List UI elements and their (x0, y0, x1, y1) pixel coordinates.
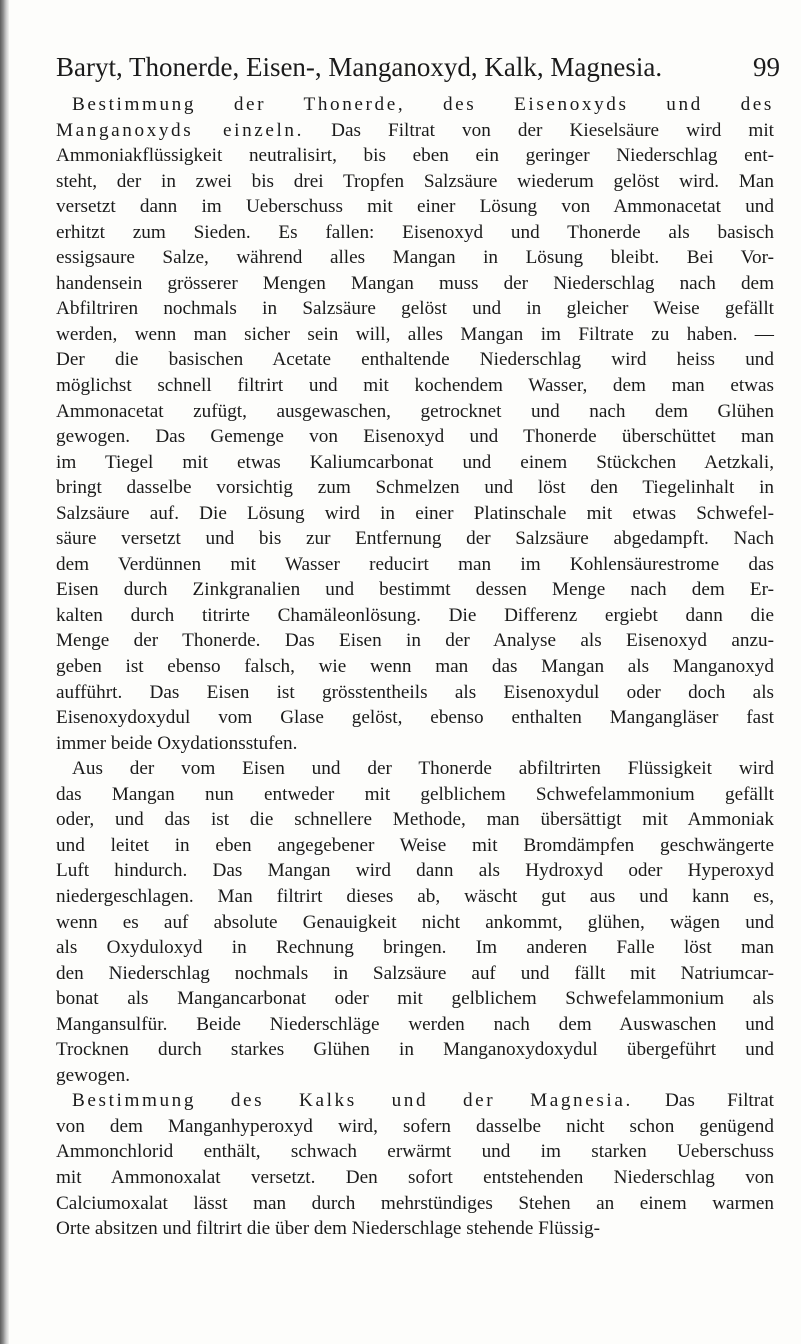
line-text: von dem Manganhyperoxyd wird, sofern dasselbe nicht schon genügend (56, 1115, 774, 1137)
text-line (56, 628, 774, 654)
text-line (56, 424, 774, 450)
text-line (56, 450, 774, 476)
text-line (56, 858, 774, 884)
line-text: Ammonchlorid enthält, schwach erwärmt und im starken Ueberschuss (56, 1141, 774, 1163)
spaced-heading: Bestimmung des Kalks und der Magnesia. (72, 1090, 633, 1112)
line-text: Luft hindurch. Das Mangan wird dann als Hydroxyd oder Hyperoxyd (56, 860, 774, 882)
line-text: erhitzt zum Sieden. Es fallen: Eisenoxyd und Thonerde als basisch (56, 221, 774, 243)
line-text: Abfiltriren nochmals in Salzsäure gelöst und in gleicher Weise gefällt (56, 298, 774, 320)
text-line (56, 118, 774, 144)
line-text: Menge der Thonerde. Das Eisen in der Analyse als Eisenoxyd anzu- (56, 630, 774, 652)
text-line (56, 1139, 774, 1165)
text-line (56, 680, 774, 706)
text-line (56, 399, 774, 425)
line-text: mit Ammonoxalat versetzt. Den sofort entstehenden Niederschlag von (56, 1166, 774, 1188)
text-line (56, 1114, 774, 1140)
spaced-heading: Manganoxyds einzeln. (56, 119, 305, 141)
text-line (56, 1088, 774, 1114)
line-text: Ammonacetat zufügt, ausgewaschen, getrocknet und nach dem Glühen (56, 400, 774, 422)
text-line (56, 526, 774, 552)
line-text: immer beide Oxydationsstufen. (56, 732, 298, 754)
line-text: dem Verdünnen mit Wasser reducirt man im Kohlensäurestrome das (56, 553, 774, 575)
line-text: wenn es auf absolute Genauigkeit nicht ankommt, glühen, wägen und (56, 911, 774, 933)
text-line (56, 782, 774, 808)
line-text: gewogen. (56, 1064, 131, 1086)
line-text: handensein grösserer Mengen Mangan muss der Niederschlag nach dem (56, 272, 774, 294)
line-text: den Niederschlag nochmals in Salzsäure auf und fällt mit Natriumcar- (56, 962, 774, 984)
line-text: aufführt. Das Eisen ist grösstentheils als Eisenoxydul oder doch als (56, 681, 774, 703)
line-text: bonat als Mangancarbonat oder mit gelblichem Schwefelammonium als (56, 988, 774, 1010)
paragraph (56, 1088, 774, 1241)
text-line (56, 322, 774, 348)
line-text: Der die basischen Acetate enthaltende Niederschlag wird heiss und (56, 349, 774, 371)
line-text: Mangansulfür. Beide Niederschläge werden nach dem Auswaschen und (56, 1013, 774, 1035)
text-line (56, 986, 774, 1012)
line-text: steht, der in zwei bis drei Tropfen Salzsäure wiederum gelöst wird. Man (56, 170, 774, 192)
text-line (56, 220, 774, 246)
paragraph (56, 92, 774, 756)
line-text: Orte absitzen und filtrirt die über dem Niederschlage stehende Flüssig- (56, 1218, 601, 1240)
line-text: säure versetzt und bis zur Entfernung der Salzsäure abgedampft. Nach (56, 528, 774, 550)
text-line (56, 1216, 774, 1242)
text-line (56, 1063, 774, 1089)
line-text: Aus der vom Eisen und der Thonerde abfiltrirten Flüssigkeit wird (72, 758, 774, 780)
text-line (56, 833, 774, 859)
text-line (56, 756, 774, 782)
line-text: versetzt dann im Ueberschuss mit einer Lösung von Ammonacetat und (56, 196, 774, 218)
text-line (56, 92, 774, 118)
page-number: 99 (753, 52, 780, 82)
running-title: Baryt, Thonerde, Eisen-, Manganoxyd, Kalk, Magnesia. (56, 52, 663, 82)
text-line (56, 1165, 774, 1191)
line-text: werden, wenn man sicher sein will, alles Mangan im Filtrate zu haben. — (56, 323, 774, 345)
text-line (56, 1037, 774, 1063)
text-line (56, 807, 774, 833)
line-text: oder, und das ist die schnellere Methode, man übersättigt mit Ammoniak (56, 809, 774, 831)
text-line (56, 271, 774, 297)
text-line (56, 296, 774, 322)
line-text: Salzsäure auf. Die Lösung wird in einer Platinschale mit etwas Schwefel- (56, 502, 774, 524)
line-text: Das Filtrat (632, 1090, 774, 1112)
text-line (56, 654, 774, 680)
paragraph (56, 756, 774, 1088)
running-header (56, 50, 780, 86)
line-text: Calciumoxalat lässt man durch mehrstündiges Stehen an einem warmen (56, 1192, 774, 1214)
text-line (56, 245, 774, 271)
text-line (56, 910, 774, 936)
text-line (56, 603, 774, 629)
text-line (56, 143, 774, 169)
line-text: das Mangan nun entweder mit gelblichem Schwefelammonium gefällt (56, 783, 774, 805)
line-text: Eisen durch Zinkgranalien und bestimmt dessen Menge nach dem Er- (56, 579, 774, 601)
line-text: und leitet in eben angegebener Weise mit Bromdämpfen geschwängerte (56, 834, 774, 856)
line-text: bringt dasselbe vorsichtig zum Schmelzen und löst den Tiegelinhalt in (56, 477, 774, 499)
line-text: Trocknen durch starkes Glühen in Manganoxydoxydul übergeführt und (56, 1039, 774, 1061)
spaced-heading: Bestimmung der Thonerde, des Eisenoxyds und des (72, 94, 774, 115)
line-text: Das Filtrat von der Kieselsäure wird mit (304, 119, 774, 141)
text-line (56, 1012, 774, 1038)
text-line (56, 705, 774, 731)
text-line (56, 347, 774, 373)
line-text: essigsaure Salze, während alles Mangan in Lösung bleibt. Bei Vor- (56, 247, 774, 269)
line-text: kalten durch titrirte Chamäleonlösung. Die Differenz ergiebt dann die (56, 604, 774, 626)
text-line (56, 373, 774, 399)
line-text: im Tiegel mit etwas Kaliumcarbonat und einem Stückchen Aetzkali, (56, 451, 774, 473)
text-line (56, 169, 774, 195)
line-text: geben ist ebenso falsch, wie wenn man das Mangan als Manganoxyd (56, 656, 774, 678)
line-text: Eisenoxydoxydul vom Glase gelöst, ebenso enthalten Mangangläser fast (56, 707, 774, 729)
text-line (56, 475, 774, 501)
line-text: niedergeschlagen. Man filtrirt dieses ab, wäscht gut aus und kann es, (56, 885, 774, 907)
text-line (56, 577, 774, 603)
text-line (56, 961, 774, 987)
text-line (56, 552, 774, 578)
text-line (56, 935, 774, 961)
text-line (56, 1191, 774, 1217)
line-text: Ammoniakflüssigkeit neutralisirt, bis eben ein geringer Niederschlag ent- (56, 145, 774, 167)
line-text: möglichst schnell filtrirt und mit kochendem Wasser, dem man etwas (56, 375, 774, 397)
line-text: gewogen. Das Gemenge von Eisenoxyd und Thonerde überschüttet man (56, 426, 774, 448)
line-text: als Oxyduloxyd in Rechnung bringen. Im anderen Falle löst man (56, 937, 774, 959)
body-text (56, 92, 774, 1242)
page-edge-shadow (0, 0, 9, 1344)
text-line (56, 731, 774, 757)
text-line (56, 884, 774, 910)
text-line (56, 194, 774, 220)
text-line (56, 501, 774, 527)
